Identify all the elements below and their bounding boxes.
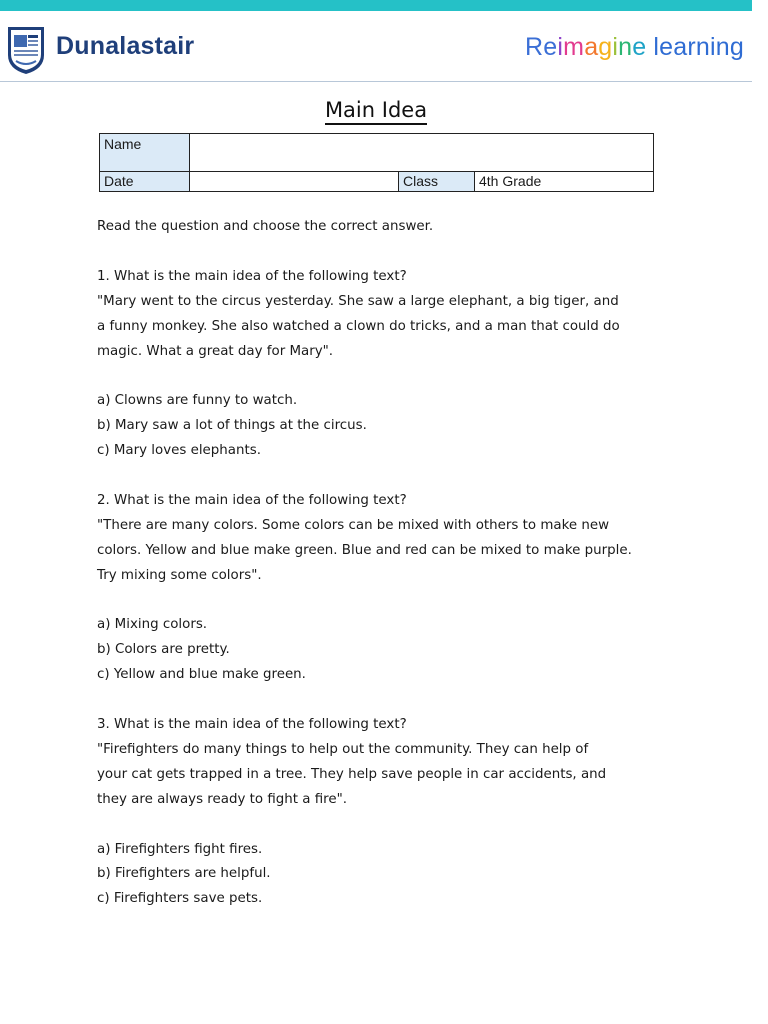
question-prompt: 2. What is the main idea of the following text? <box>97 492 407 508</box>
tagline-letter: e <box>632 33 647 61</box>
passage-line: Try mixing some colors". <box>97 567 262 583</box>
tagline-letter: l <box>653 33 660 61</box>
tagline-letter: g <box>598 33 613 61</box>
tagline-letter: m <box>563 33 585 61</box>
tagline-letter: n <box>695 33 711 61</box>
page-title: Main Idea <box>0 98 752 122</box>
passage-line: "There are many colors. Some colors can be mixed with others to make new <box>97 517 610 533</box>
tagline-letter: e <box>543 33 558 61</box>
tagline-letter: n <box>618 33 633 61</box>
tagline <box>525 33 744 62</box>
name-label: Name <box>100 134 190 172</box>
spacer <box>97 813 677 838</box>
tagline-letter: R <box>525 33 544 61</box>
date-field[interactable] <box>190 172 399 192</box>
top-accent-bar <box>0 0 752 11</box>
spacer <box>97 464 677 489</box>
class-field[interactable]: 4th Grade <box>475 172 654 192</box>
tagline-letter: a <box>673 33 688 61</box>
spacer <box>97 364 677 389</box>
date-label: Date <box>100 172 190 192</box>
name-field[interactable] <box>190 134 654 172</box>
page-header <box>0 11 752 79</box>
passage-line: they are always ready to fight a fire". <box>97 791 348 807</box>
question-prompt: 1. What is the main idea of the following text? <box>97 268 407 284</box>
tagline-letter: n <box>715 33 730 61</box>
answer-option[interactable]: c) Firefighters save pets. <box>97 891 263 907</box>
page-edge <box>752 0 768 1024</box>
tagline-letter: a <box>584 33 599 61</box>
instructions: Read the question and choose the correct answer. <box>97 219 434 234</box>
passage-line: colors. Yellow and blue make green. Blue and red can be mixed to make purple. <box>97 542 632 558</box>
school-crest-icon <box>6 25 46 75</box>
tagline-letter: e <box>659 33 674 61</box>
header-divider <box>0 81 752 82</box>
tagline-letter: r <box>687 33 696 61</box>
brand-name: Dunalastair <box>56 32 195 60</box>
class-label: Class <box>399 172 475 192</box>
question-prompt: 3. What is the main idea of the following text? <box>97 717 407 733</box>
tagline-letter: i <box>612 33 619 61</box>
answer-option[interactable]: b) Colors are pretty. <box>97 642 230 658</box>
answer-option[interactable]: a) Mixing colors. <box>97 617 208 633</box>
answer-option[interactable]: b) Firefighters are helpful. <box>97 866 271 882</box>
spacer <box>97 240 677 265</box>
spacer <box>97 688 677 713</box>
spacer <box>97 589 677 614</box>
question-block <box>97 265 677 464</box>
question-block <box>97 713 677 912</box>
passage-line: your cat gets trapped in a tree. They help save people in car accidents, and <box>97 766 607 782</box>
passage-line: "Firefighters do many things to help out the community. They can help of <box>97 741 589 757</box>
answer-option[interactable]: c) Mary loves elephants. <box>97 443 261 459</box>
question-block <box>97 489 677 688</box>
tagline-letter: i <box>557 33 564 61</box>
student-info-table <box>99 133 654 192</box>
answer-option[interactable]: b) Mary saw a lot of things at the circus. <box>97 418 367 434</box>
passage-line: "Mary went to the circus yesterday. She saw a large elephant, a big tiger, and <box>97 293 619 309</box>
worksheet-content <box>97 215 677 912</box>
passage-line: magic. What a great day for Mary". <box>97 343 334 359</box>
answer-option[interactable]: c) Yellow and blue make green. <box>97 667 306 683</box>
answer-option[interactable]: a) Clowns are funny to watch. <box>97 393 298 409</box>
answer-option[interactable]: a) Firefighters fight fires. <box>97 841 263 857</box>
tagline-letter: i <box>710 33 716 61</box>
tagline-letter: g <box>729 33 744 61</box>
passage-line: a funny monkey. She also watched a clown do tricks, and a man that could do <box>97 318 620 334</box>
